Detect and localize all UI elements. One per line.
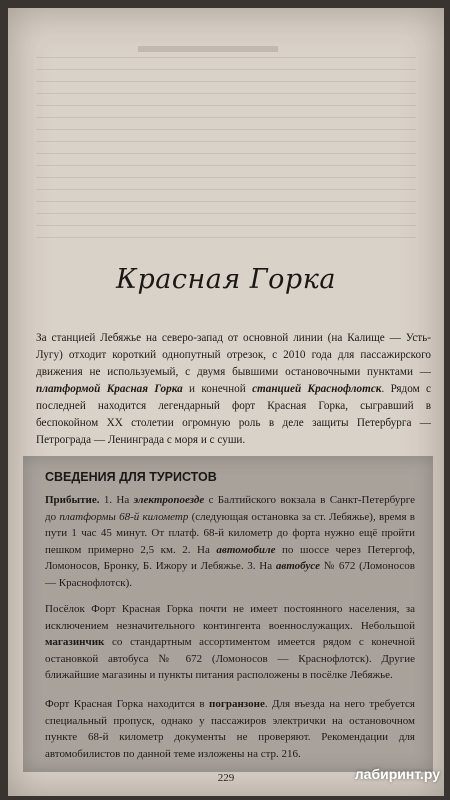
shop-term: магазинчик [45, 636, 105, 648]
intro-text-1: За станцией Лебяжье на северо-запад от основной линии (на Калище — Усть-Лугу) отходит короткий однопутный отрезок, с 2010 года для пассажирского движения не используемый, с двумя бывшими остановочными пунктами — [36, 332, 431, 378]
border-text: Форт Красная Горка находится в [45, 698, 209, 710]
arrival-label: Прибытие. [45, 494, 100, 506]
info-box-title: СВЕДЕНИЯ ДЛЯ ТУРИСТОВ [45, 470, 217, 484]
arrival-text: по шоссе через Петергоф, Ломоносов, Бронку, Б. Ижору и Лебяжье. 3. На [45, 543, 415, 572]
border-text: . Для въезда на него требуется специальный пропуск, однако у пассажиров электрички на остановочном пункте 68-й километр документы не проверяют. Рекомендации для автомобилистов по данной теме изложены на стр. 216. [45, 698, 415, 760]
settlement-text: со стандартным ассортиментом имеется рядом с конечной остановкой автобуса № 672 (Ломоносов — Краснофлотск). Другие ближайшие магазины и пункты питания расположены в посёлке Лебяжье. [45, 636, 415, 681]
tourist-info-box [23, 456, 433, 772]
arrival-text: № 672 (Ломоносов — Краснофлотск). [45, 560, 415, 589]
page-number: 229 [217, 772, 235, 784]
border-zone-term: погранзоне [209, 698, 265, 710]
intro-text-2: и конечной [182, 383, 253, 395]
book-page [8, 8, 444, 796]
station-name: станцией Краснофлотск [252, 383, 382, 395]
bleed-through-text [36, 48, 416, 238]
train-term: электропоезде [133, 494, 205, 506]
watermark-logo: лабиринт.ру [354, 766, 440, 782]
car-term: автомобиле [216, 543, 276, 556]
settlement-text: Посёлок Форт Красная Горка почти не имеет постоянного населения, за исключением незначительного контингента военнослужащих. Небольшой [45, 603, 415, 632]
arrival-text: с Балтийского вокзала в Санкт-Петербурге до [45, 494, 415, 523]
border-paragraph [45, 696, 415, 762]
intro-paragraph [36, 330, 431, 449]
settlement-paragraph [45, 601, 415, 684]
platform68-term: платформы 68-й километр [59, 510, 189, 523]
chapter-title: Красная Горка [116, 264, 336, 295]
arrival-text: 1. На [99, 494, 134, 506]
intro-text-3: . Рядом с последней находится легендарный форт Красная Горка, сыгравший в беспокойном XX столетии огромную роль в деле защиты Петербурга — Петрограда — Ленинграда с моря и с суши. [36, 383, 431, 446]
bus-term: автобусе [275, 560, 320, 572]
arrival-paragraph [45, 492, 415, 591]
platform-name: платформой Красная Горка [36, 383, 183, 395]
arrival-text: (следующая остановка за ст. Лебяжье), время в пути 1 час 45 минут. От платф. 68-й километр до форта нужно ещё пройти пешком примерно 2,5 км. 2. На [45, 510, 416, 556]
